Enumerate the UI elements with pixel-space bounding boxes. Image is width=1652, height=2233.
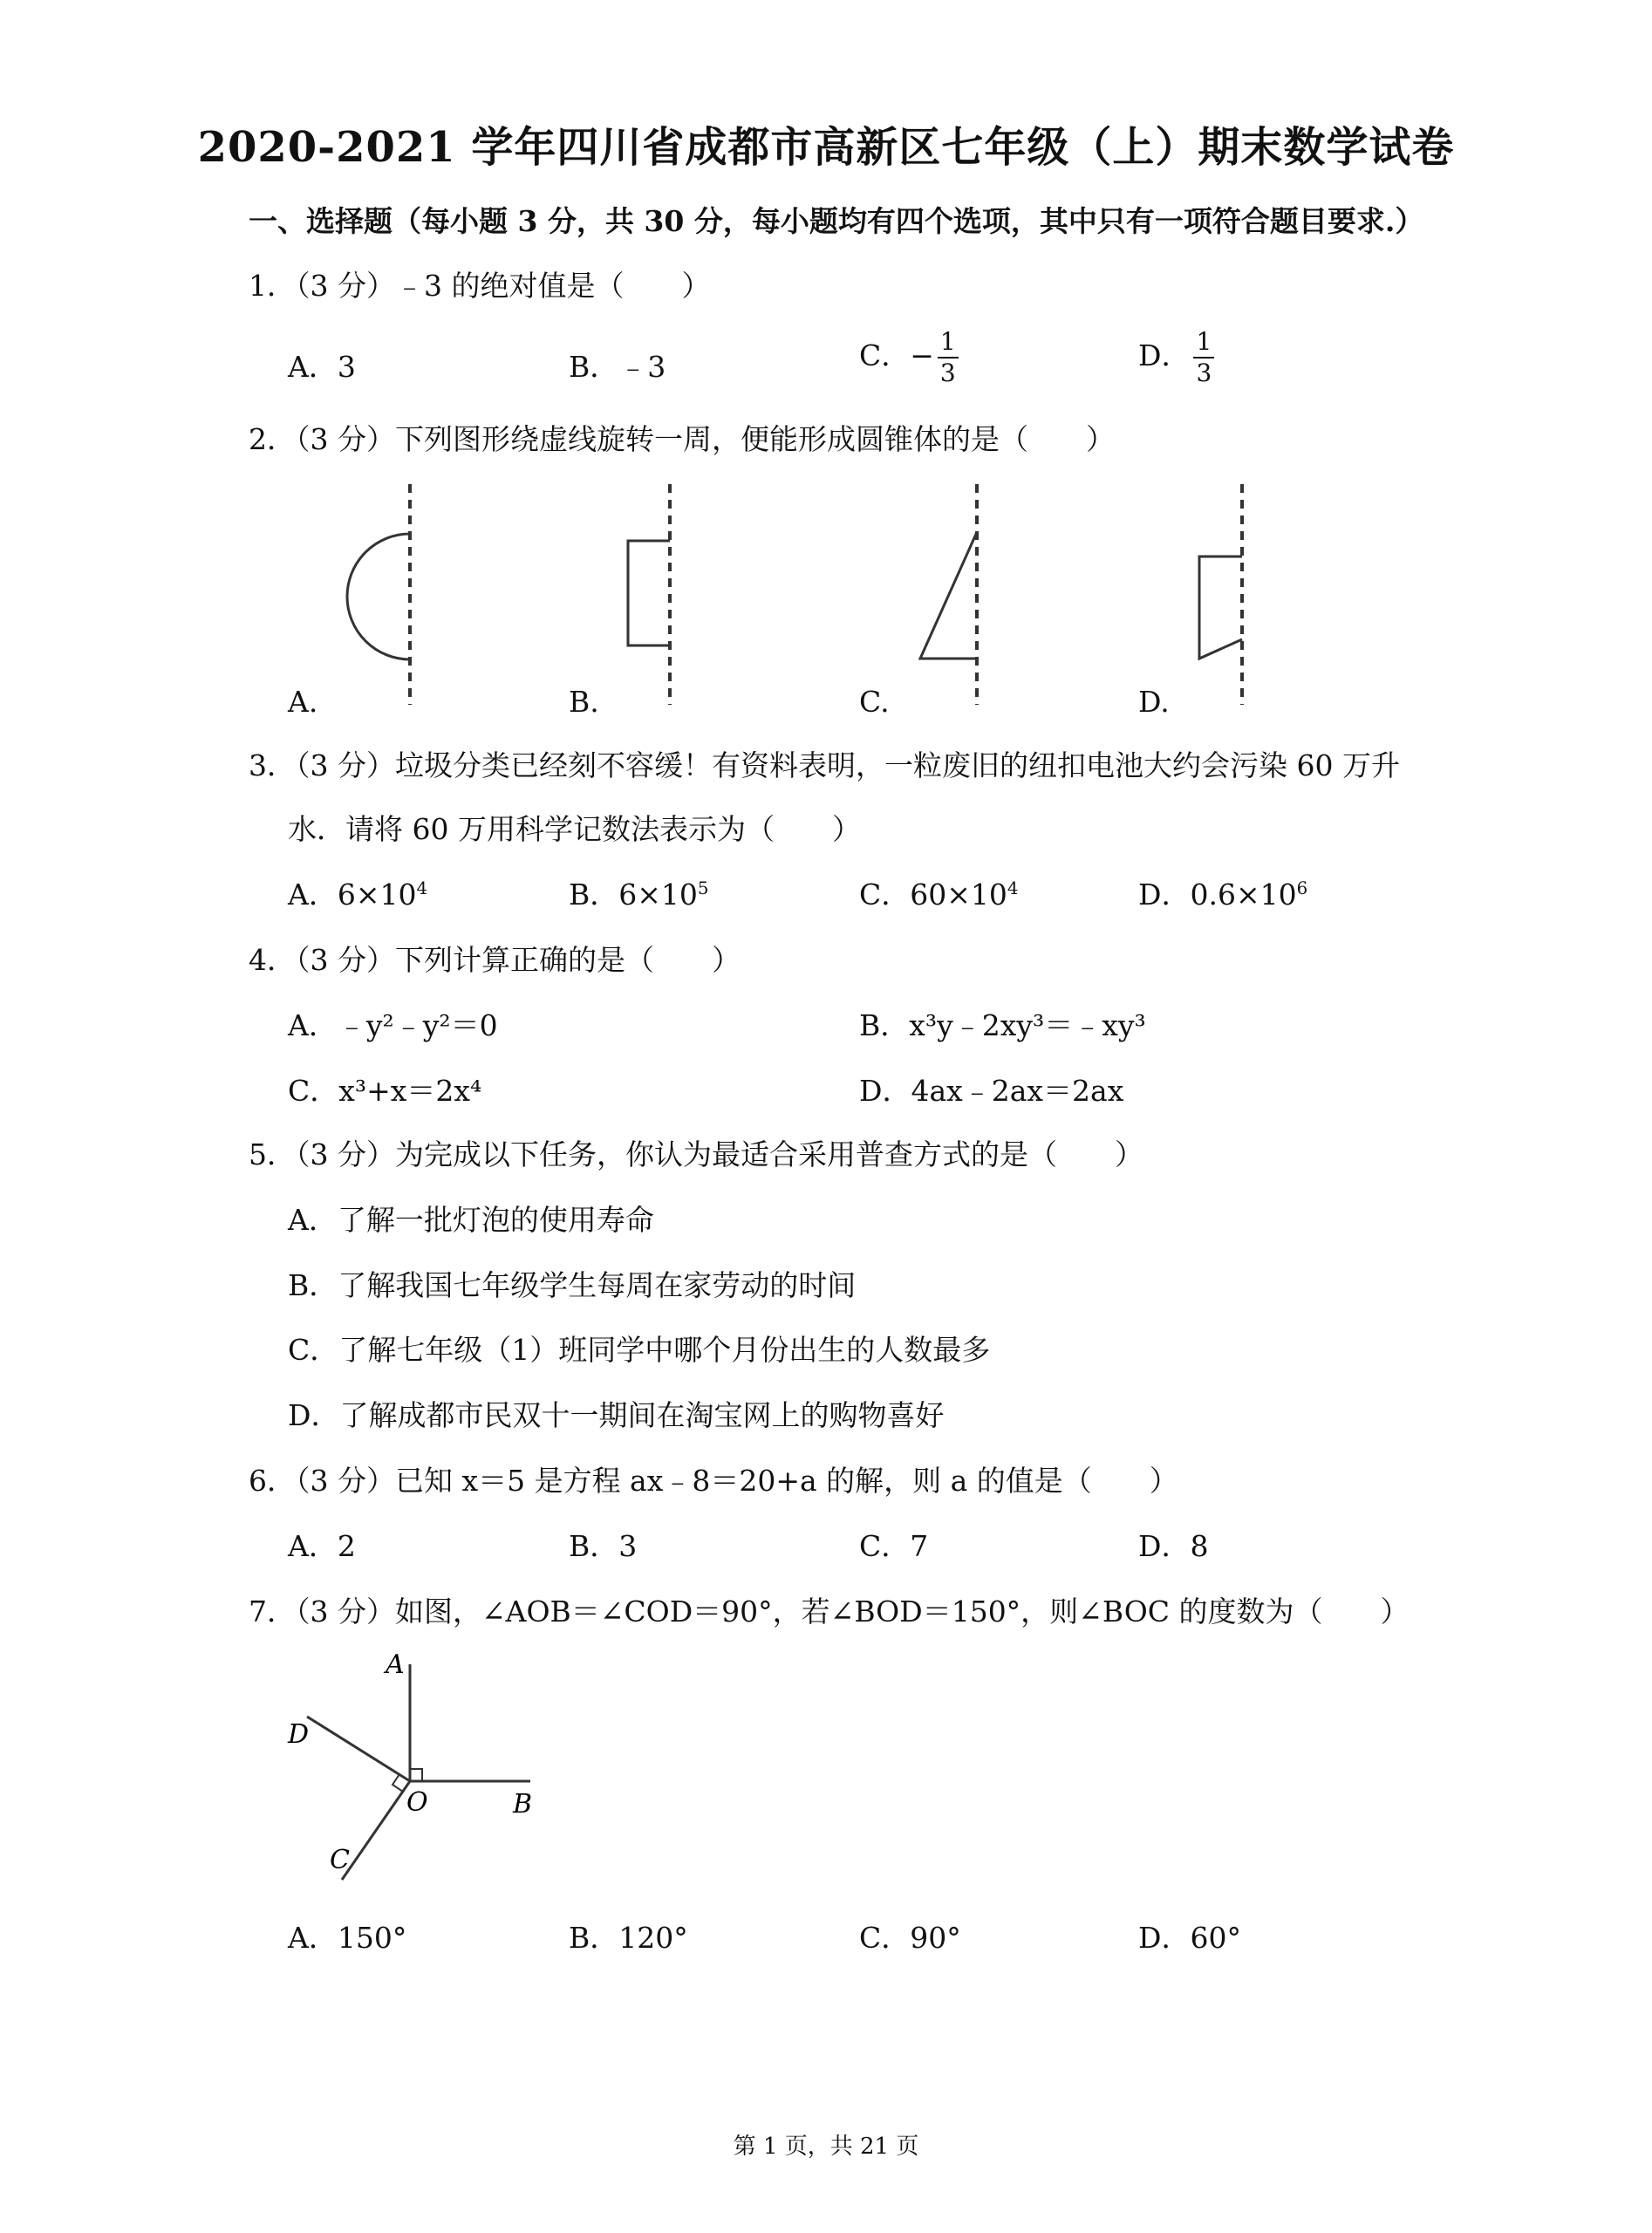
option-exponent: 4 [416,878,428,898]
point-label-o: O [406,1787,428,1818]
option-exponent: 6 [1296,878,1308,898]
fraction-denominator: 3 [939,359,956,387]
question-2-stem: 2．（3 分）下列图形绕虚线旋转一周，便能形成圆锥体的是（ ） [249,422,1115,456]
q5-option-d: D．了解成都市民双十一期间在淘宝网上的购物喜好 [288,1398,945,1432]
question-4-stem: 4．（3 分）下列计算正确的是（ ） [249,943,741,977]
question-6-stem: 6．（3 分）已知 x＝5 是方程 ax﹣8＝20+a 的解，则 a 的值是（ ） [249,1464,1178,1498]
fraction-numerator: 1 [1193,330,1214,359]
q7-option-d: D．60° [1138,1921,1241,1955]
q7-option-c: C．90° [859,1921,961,1955]
point-label-a: A [386,1649,405,1680]
q2-option-d: D. [1138,685,1170,719]
option-exponent: 5 [697,878,709,898]
option-exponent: 4 [1007,878,1019,898]
question-3-stem-line-2: 水．请将 60 万用科学记数法表示为（ ） [288,812,861,846]
question-5-stem: 5．（3 分）为完成以下任务，你认为最适合采用普查方式的是（ ） [249,1137,1143,1171]
point-label-c: C [330,1845,350,1875]
ray-od [307,1717,410,1781]
q6-option-a: A．2 [288,1529,356,1563]
option-base: B．6×10 [569,877,698,912]
q2-option-b: B. [569,685,599,719]
right-angle-mark-aob [410,1769,422,1781]
q6-option-c: C．7 [859,1529,929,1563]
question-1-stem: 1．（3 分）﹣3 的绝对值是（ ） [249,269,711,303]
q7-option-a: A．150° [288,1921,407,1955]
q1-option-c-sign: − [910,338,934,372]
question-3-stem-line-1: 3．（3 分）垃圾分类已经刻不容缓！有资料表明，一粒废旧的纽扣电池大约会污染 60 万升 [249,748,1400,782]
q4-option-c: C．x³+x＝2x⁴ [288,1074,482,1108]
q1-option-b: B．﹣3 [569,350,666,384]
q6-option-b: B．3 [569,1529,638,1563]
q2-option-c: C. [859,685,890,719]
page-title: 2020-2021 学年四川省成都市高新区七年级（上）期末数学试卷 [197,123,1455,172]
option-base: D．0.6×10 [1138,877,1297,912]
q4-option-b: B．x³y﹣2xy³＝﹣xy³ [859,1008,1146,1042]
option-base: A．6×10 [288,877,417,912]
question-7-stem: 7．（3 分）如图，∠AOB＝∠COD＝90°，若∠BOD＝150°，则∠BOC 的度数为（ ） [249,1595,1410,1629]
q1-option-c-label: C． [859,338,911,372]
point-label-d: D [288,1719,310,1750]
q2-option-a: A. [288,685,318,719]
option-base: C．60×10 [859,877,1007,912]
q7-option-b: B．120° [569,1921,688,1955]
q4-option-a: A．﹣y²﹣y²＝0 [288,1008,498,1042]
q5-option-c: C．了解七年级（1）班同学中哪个月份出生的人数最多 [288,1333,991,1367]
point-label-b: B [513,1789,533,1820]
q1-option-d-label: D． [1138,338,1191,372]
q4-option-d: D．4ax﹣2ax＝2ax [859,1074,1124,1108]
section-heading: 一、选择题（每小题 3 分，共 30 分，每小题均有四个选项，其中只有一项符合题目要求.） [249,204,1424,238]
fraction-numerator: 1 [938,330,959,359]
q5-option-b: B．了解我国七年级学生每周在家劳动的时间 [288,1268,857,1302]
ray-oc [342,1781,410,1880]
fraction-denominator: 3 [1196,359,1212,387]
q5-option-a: A．了解一批灯泡的使用寿命 [288,1203,654,1237]
q1-option-a: A．3 [288,350,356,384]
q6-option-d: D．8 [1138,1529,1209,1563]
page-footer: 第 1 页，共 21 页 [733,2134,919,2160]
